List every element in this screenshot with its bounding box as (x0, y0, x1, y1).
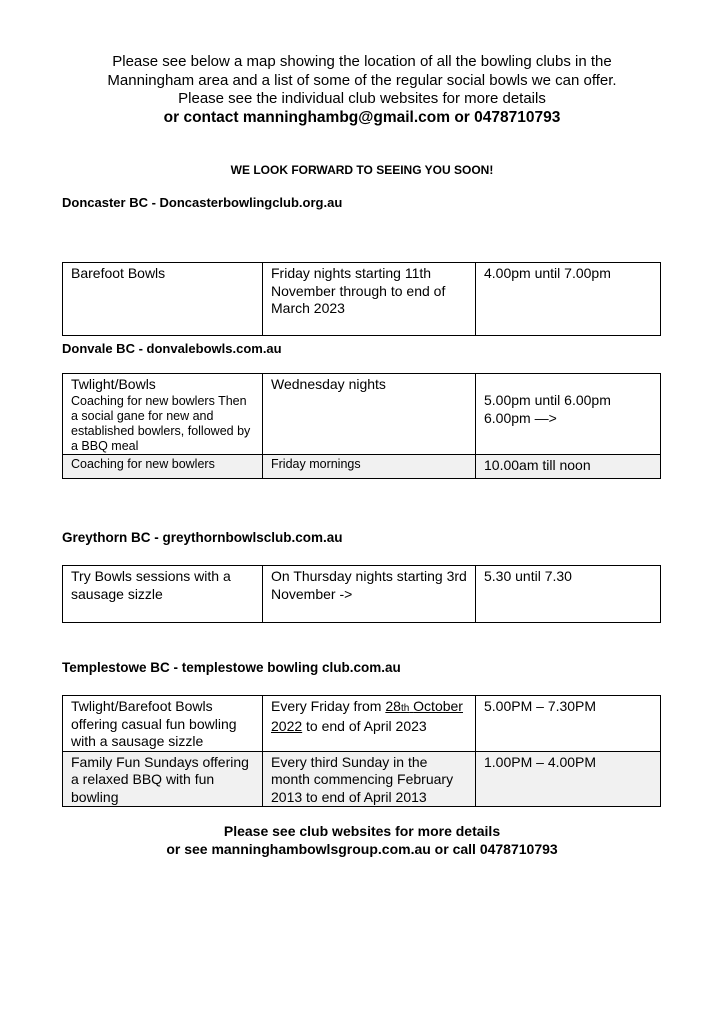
when-date-month: October 2022 (271, 698, 463, 734)
table-row (63, 566, 661, 623)
when-date-number: 28 (385, 698, 401, 714)
time-line-1: 5.00pm until 6.00pm (484, 392, 611, 408)
table-row (63, 696, 661, 752)
time-cell: 5.00PM – 7.30PM (476, 696, 661, 752)
activity-cell (63, 454, 263, 478)
when-prefix: Every Friday from (271, 698, 386, 714)
when-cell: Friday nights starting 11th November through to end of March 2023 (263, 263, 476, 336)
time-cell: 4.00pm until 7.00pm (476, 263, 661, 336)
when-cell: Wednesday nights (263, 374, 476, 455)
table-row (63, 751, 661, 807)
time-line-2: 6.00pm —> (484, 409, 557, 426)
footer-line-2: or see manninghambowlsgroup.com.au or call 0478710793 (166, 841, 558, 857)
table-row (63, 263, 661, 336)
when-cell (263, 454, 476, 478)
activity-detail: Coaching for new bowlers Then a social gane for new and established bowlers, followed by a BBQ meal (71, 393, 251, 453)
when-cell (263, 696, 476, 752)
time-cell: 1.00PM – 4.00PM (476, 751, 661, 807)
intro-text (60, 53, 664, 127)
tagline: WE LOOK FORWARD TO SEEING YOU SOON! (230, 163, 494, 177)
time-cell (476, 374, 661, 455)
intro-line-1: Please see below a map showing the location of all the bowling clubs in the (112, 53, 612, 70)
time-cell: 5.30 until 7.30 (476, 566, 661, 623)
intro-line-3: Please see the individual club websites for more details (178, 90, 546, 107)
when-date-suffix: th (400, 703, 410, 714)
club-table-doncaster (62, 262, 661, 336)
club-table-donvale (62, 373, 661, 479)
club-heading-templestowe: Templestowe BC - templestowe bowling club.com.au (62, 660, 401, 675)
table-row (63, 454, 661, 478)
when-cell: On Thursday nights starting 3rd November -> (263, 566, 476, 623)
when-text: Friday mornings (271, 456, 361, 471)
activity-cell: Try Bowls sessions with a sausage sizzle (63, 566, 263, 623)
club-heading-doncaster: Doncaster BC - Doncasterbowlingclub.org.au (62, 195, 343, 210)
club-heading-greythorn: Greythorn BC - greythornbowlsclub.com.au (62, 530, 343, 545)
footer-line-1: Please see club websites for more details (223, 823, 501, 839)
intro-line-2: Manningham area and a list of some of the regular social bowls we can offer. (107, 71, 617, 89)
activity-cell (63, 374, 263, 455)
time-cell: 10.00am till noon (476, 454, 661, 478)
activity-cell: Twlight/Barefoot Bowls offering casual fun bowling with a sausage sizzle (63, 696, 263, 752)
activity-cell: Family Fun Sundays offering a relaxed BBQ with fun bowling (63, 751, 263, 807)
club-table-templestowe (62, 695, 661, 807)
intro-contact-line: or contact manninghambg@gmail.com or 0478710793 (163, 108, 561, 126)
footer-text (0, 822, 724, 858)
club-heading-donvale: Donvale BC - donvalebowls.com.au (62, 341, 282, 356)
club-table-greythorn (62, 565, 661, 623)
when-suffix: to end of April 2023 (302, 717, 427, 734)
table-row (63, 374, 661, 455)
activity-cell: Barefoot Bowls (63, 263, 263, 336)
when-cell: Every third Sunday in the month commencing February 2013 to end of April 2013 (263, 751, 476, 807)
activity-title: Twlight/Bowls (71, 376, 156, 392)
activity-title: Coaching for new bowlers (71, 456, 215, 471)
